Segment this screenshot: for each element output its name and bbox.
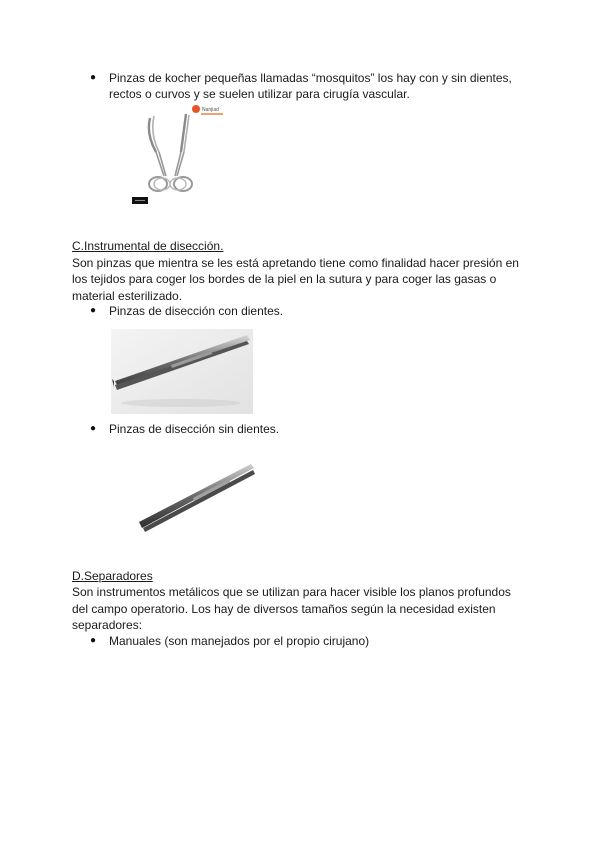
brand-logo-text: Nanjiad	[202, 107, 219, 113]
mosquito-forceps-icon	[128, 104, 225, 214]
section-c-para-line2: los tejidos para coger los bordes de la piel en la sutura y para coger las gasas o	[72, 272, 497, 286]
section-c-para-line3: material esterilizado.	[72, 289, 183, 303]
bullet-con-dientes: Pinzas de disección con dientes.	[109, 304, 284, 318]
bullet-mosquitos-line2: rectos o curvos y se suelen utilizar para cirugía vascular.	[109, 87, 410, 101]
toothed-forceps-figure	[111, 329, 253, 414]
section-c-heading: C.Instrumental de disección.	[72, 239, 224, 253]
bullet-sin-dientes: Pinzas de disección sin dientes.	[109, 422, 280, 436]
section-d-para-line1: Son instrumentos metálicos que se utilizan para hacer visible los planos profundos	[72, 585, 511, 599]
section-d-para-line2: del campo operatorio. Los hay de diversos tamaños según la necesidad existen	[72, 602, 496, 616]
mosquito-forceps-figure	[128, 104, 225, 214]
bullet-mosquitos-line1: Pinzas de kocher pequeñas llamadas “mosquitos” los hay con y sin dientes,	[109, 71, 512, 85]
bullet-marker: ●	[90, 305, 97, 316]
plain-dissection-forceps-icon	[133, 458, 258, 536]
bullet-marker: ●	[90, 72, 97, 83]
plain-forceps-figure	[133, 458, 258, 536]
bullet-marker: ●	[90, 635, 97, 646]
brand-logo-icon	[192, 105, 200, 113]
toothed-dissection-forceps-icon	[111, 329, 253, 414]
section-c-para-line1: Son pinzas que mientra se les está apretando tiene como finalidad hacer presión en	[72, 256, 519, 270]
section-d-para-line3: separadores:	[72, 618, 143, 632]
bullet-manuales: Manuales (son manejados por el propio cirujano)	[109, 634, 370, 648]
section-d-heading: D.Separadores	[72, 569, 153, 583]
bullet-marker: ●	[90, 423, 97, 434]
